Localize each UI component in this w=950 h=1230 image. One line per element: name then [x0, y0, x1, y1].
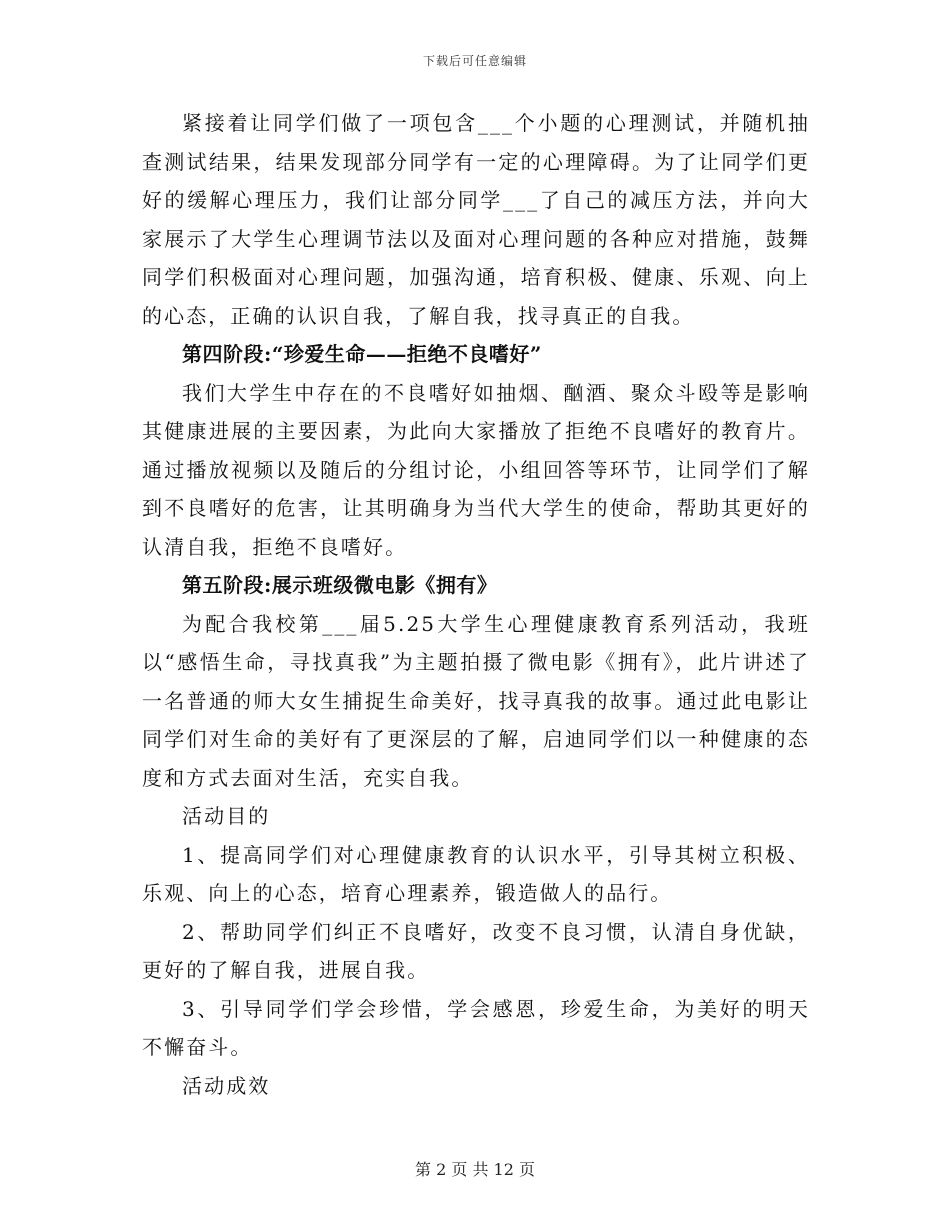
section-heading-stage-five: 第五阶段:展示班级微电影《拥有》 — [182, 573, 498, 597]
section-heading-stage-four: 第四阶段:“珍爱生命——拒绝不良嗜好” — [182, 342, 542, 366]
page-number-footer: 第 2 页 共 12 页 — [415, 1160, 535, 1179]
goal-item-2: 2、帮助同学们纠正不良嗜好，改变不良习惯，认清自身优缺，更好的了解自我，进展自我。 — [142, 919, 810, 982]
document-body — [142, 104, 810, 1105]
paragraph-micro-film: 为配合我校第___届5.25大学生心理健康教育系列活动，我班以“感悟生命，寻找真我”为主题拍摄了微电影《拥有》，此片讲述了一名普通的师大女生捕捉生命美好，找寻真我的故事。通过此电影让同学们对生命的美好有了更深层的了解，启迪同学们以一种健康的态度和方式去面对生活，充实自我。 — [142, 611, 810, 790]
goal-item-3: 3、引导同学们学会珍惜，学会感恩，珍爱生命，为美好的明天不懈奋斗。 — [142, 996, 810, 1059]
paragraph-psych-test: 紧接着让同学们做了一项包含___个小题的心理测试，并随机抽查测试结果，结果发现部分同学有一定的心理障碍。为了让同学们更好的缓解心理压力，我们让部分同学___了自己的减压方法，并向大家展示了大学生心理调节法以及面对心理问题的各种应对措施，鼓舞同学们积极面对心理问题，加强沟通，培育积极、健康、乐观、向上的心态，正确的认识自我，了解自我，找寻真正的自我。 — [142, 111, 810, 328]
goal-item-1: 1、提高同学们对心理健康教育的认识水平，引导其树立积极、乐观、向上的心态，培育心理素养，锻造做人的品行。 — [142, 842, 810, 905]
page-header-note: 下载后可任意编辑 — [422, 54, 527, 68]
subheading-activity-goals: 活动目的 — [182, 804, 271, 828]
paragraph-bad-habits: 我们大学生中存在的不良嗜好如抽烟、酗酒、聚众斗殴等是影响其健康进展的主要因素，为此向大家播放了拒绝不良嗜好的教育片。通过播放视频以及随后的分组讨论，小组回答等环节，让同学们了解到不良嗜好的危害，让其明确身为当代大学生的使命，帮助其更好的认清自我，拒绝不良嗜好。 — [142, 380, 810, 559]
subheading-activity-results: 活动成效 — [182, 1073, 271, 1098]
